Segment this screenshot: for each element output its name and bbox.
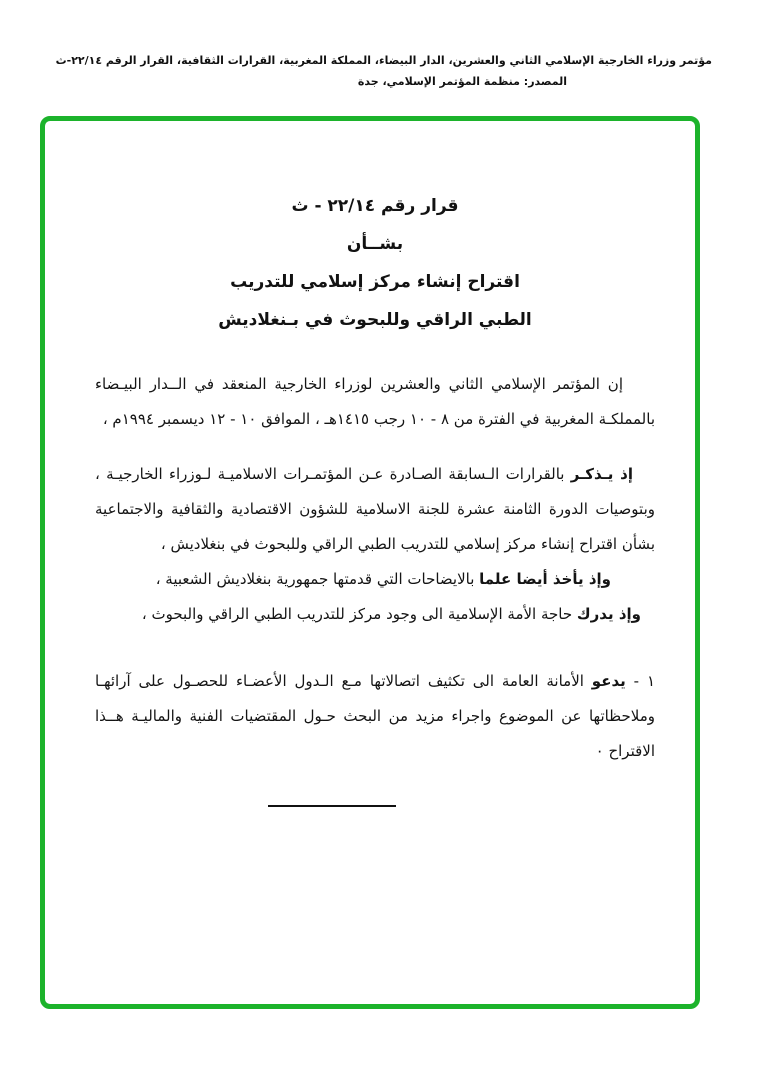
operative-text: الأمانة العامة الى تكثيف اتصالاتها مـع الـدول الأعضـاء للحصـول على آرائهـا وملاحظاتها عن الموضوع واجراء مزيد من البحث حـول المقتضيات الفنية والماليـة هــذا الاقتراح ٠	[95, 672, 655, 760]
clause-text: بالايضاحات التي قدمتها جمهورية بنغلاديش الشعبية ،	[155, 570, 480, 588]
preamble-text: إن المؤتمر الإسلامي الثاني والعشرين لوزراء الخارجية المنعقد في الــدار البيـضاء بالمملكـة المغربية في الفترة من ٨ - ١٠ رجب ١٤١٥هـ ، الموافق ١٠ - ١٢ ديسمبر ١٩٩٤م ،	[95, 375, 655, 428]
resolution-subject-word: بشــأن	[346, 234, 404, 254]
header-line-2: المصدر: منظمة المؤتمر الإسلامي، جدة	[357, 75, 567, 88]
resolution-subject-line-1: اقتراح إنشاء مركز إسلامي للتدريب	[230, 272, 520, 292]
operative-lead: يدعو	[591, 672, 626, 690]
closing-divider	[268, 805, 396, 807]
source-header	[36, 50, 712, 92]
clause-paragraph	[95, 597, 655, 632]
operative-paragraph	[95, 664, 655, 769]
clause-text: بالقرارات الـسابقة الصـادرة عـن المؤتمـرات الاسلاميـة لـوزراء الخارجيـة ، وبتوصيات الدورة الثامنة عشرة للجنة الاسلامية للشؤون الاقتصادية والثقافية والاجتماعية بشأن اقتراح إنشاء مركز إسلامي للتدريب الطبي الراقي وللبحوث في بنغلاديش ،	[95, 465, 655, 553]
clause-lead: إذ يـذكـر	[570, 465, 633, 483]
clause-paragraph	[95, 457, 655, 562]
clause-lead: وإذ يأخذ أيضا علما	[479, 570, 611, 588]
operative-number: ١ -	[633, 672, 655, 690]
clause-paragraph	[95, 562, 655, 597]
green-frame	[40, 116, 700, 1009]
preamble-paragraph	[95, 367, 655, 437]
clause-lead: وإذ يدرك	[576, 605, 641, 623]
clause-text: حاجة الأمة الإسلامية الى وجود مركز للتدريب الطبي الراقي والبحوث ،	[141, 605, 577, 623]
resolution-title	[95, 187, 655, 339]
resolution-number-line: قرار رقم ٢٢/١٤ - ث	[291, 196, 459, 216]
resolution-subject-line-2: الطبي الراقي وللبحوث في بـنغلاديش	[218, 310, 532, 330]
header-line-1: مؤتمر وزراء الخارجية الإسلامي الثاني والعشرين، الدار البيضاء، المملكة المغربية، القرارات الثقافية، القرار الرقم ٢٢/١٤-ث	[55, 54, 712, 67]
